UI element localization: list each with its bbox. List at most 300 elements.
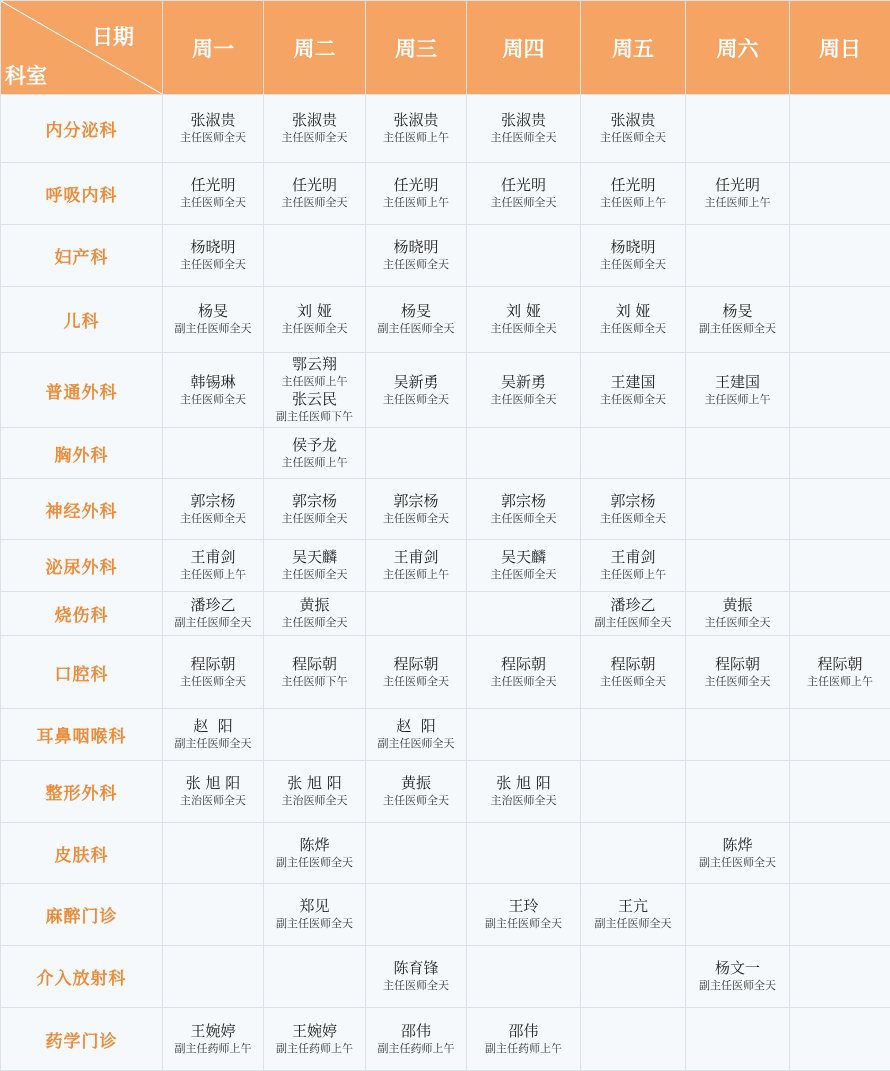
doctor-name: 张淑贵 xyxy=(467,112,580,129)
doctor-entry xyxy=(366,493,466,526)
doctor-name: 陈育锋 xyxy=(366,960,466,977)
doctor-entry xyxy=(366,239,466,272)
schedule-cell xyxy=(581,353,686,428)
doctor-entry xyxy=(467,112,580,145)
doctor-name: 程际朝 xyxy=(790,656,890,673)
schedule-cell xyxy=(264,823,366,884)
doctor-title-shift: 副主任医师全天 xyxy=(264,918,365,931)
schedule-cell xyxy=(366,592,467,636)
doctor-entry xyxy=(467,775,580,808)
doctor-entry xyxy=(366,775,466,808)
schedule-cell xyxy=(467,709,581,761)
doctor-title-shift: 主任医师全天 xyxy=(366,980,466,993)
doctor-entry xyxy=(163,374,263,407)
doctor-entry xyxy=(163,597,263,630)
doctor-title-shift: 主任医师上午 xyxy=(163,569,263,582)
schedule-cell xyxy=(790,428,890,479)
schedule-cell xyxy=(264,95,366,163)
schedule-cell xyxy=(366,353,467,428)
doctor-entry xyxy=(790,656,890,689)
doctor-title-shift: 副主任医师全天 xyxy=(467,918,580,931)
doctor-title-shift: 副主任医师全天 xyxy=(264,857,365,870)
day-header-fri: 周五 xyxy=(581,1,686,95)
schedule-cell xyxy=(686,761,790,823)
doctor-name: 程际朝 xyxy=(581,656,685,673)
doctor-entry xyxy=(581,177,685,210)
schedule-cell xyxy=(467,287,581,353)
schedule-cell xyxy=(467,636,581,709)
doctor-name: 郑见 xyxy=(264,898,365,915)
doctor-entry xyxy=(163,177,263,210)
doctor-name: 张 旭 阳 xyxy=(264,775,365,792)
schedule-cell xyxy=(581,479,686,540)
doctor-name: 杨晓明 xyxy=(163,239,263,256)
doctor-title-shift: 主任医师全天 xyxy=(163,197,263,210)
doctor-entry xyxy=(366,960,466,993)
doctor-title-shift: 主任医师全天 xyxy=(467,132,580,145)
doctor-entry xyxy=(264,549,365,582)
schedule-cell xyxy=(264,761,366,823)
doctor-title-shift: 主治医师全天 xyxy=(163,795,263,808)
department-cell: 儿科 xyxy=(1,287,163,353)
doctor-entry xyxy=(163,718,263,751)
doctor-name: 韩锡琳 xyxy=(163,374,263,391)
doctor-name: 吴新勇 xyxy=(366,374,466,391)
header-row xyxy=(1,1,890,95)
schedule-cell xyxy=(264,592,366,636)
doctor-title-shift: 主任医师下午 xyxy=(264,676,365,689)
schedule-cell xyxy=(163,636,264,709)
department-cell: 整形外科 xyxy=(1,761,163,823)
schedule-cell xyxy=(581,287,686,353)
schedule-cell xyxy=(467,353,581,428)
doctor-name: 黄振 xyxy=(686,597,789,614)
doctor-name: 吴天麟 xyxy=(264,549,365,566)
schedule-cell xyxy=(790,353,890,428)
schedule-cell xyxy=(686,592,790,636)
doctor-entry xyxy=(264,597,365,630)
doctor-name: 吴天麟 xyxy=(467,549,580,566)
doctor-title-shift: 主治医师全天 xyxy=(264,795,365,808)
schedule-cell xyxy=(581,540,686,592)
schedule-cell xyxy=(790,884,890,946)
schedule-cell xyxy=(686,823,790,884)
schedule-cell xyxy=(163,163,264,225)
department-cell: 口腔科 xyxy=(1,636,163,709)
doctor-name: 任光明 xyxy=(581,177,685,194)
schedule-cell xyxy=(581,163,686,225)
doctor-entry xyxy=(581,549,685,582)
doctor-title-shift: 主任医师上午 xyxy=(264,457,365,470)
schedule-cell xyxy=(366,95,467,163)
schedule-cell xyxy=(467,946,581,1008)
schedule-cell xyxy=(686,287,790,353)
doctor-title-shift: 副主任医师全天 xyxy=(366,738,466,751)
schedule-cell xyxy=(581,225,686,287)
table-row xyxy=(1,761,890,823)
doctor-entry xyxy=(581,112,685,145)
schedule-cell xyxy=(790,1008,890,1071)
doctor-entry xyxy=(264,437,365,470)
schedule-cell xyxy=(264,287,366,353)
doctor-title-shift: 主任医师全天 xyxy=(581,513,685,526)
schedule-cell xyxy=(467,540,581,592)
schedule-cell xyxy=(686,540,790,592)
doctor-name: 邵伟 xyxy=(366,1023,466,1040)
schedule-cell xyxy=(790,163,890,225)
doctor-name: 杨晓明 xyxy=(366,239,466,256)
department-cell: 呼吸内科 xyxy=(1,163,163,225)
schedule-cell xyxy=(163,1008,264,1071)
schedule-cell xyxy=(467,163,581,225)
doctor-title-shift: 副主任医师全天 xyxy=(163,617,263,630)
doctor-name: 吴新勇 xyxy=(467,374,580,391)
doctor-entry xyxy=(366,112,466,145)
doctor-title-shift: 副主任医师全天 xyxy=(581,617,685,630)
doctor-name: 杨旻 xyxy=(163,303,263,320)
doctor-name: 王甫剑 xyxy=(163,549,263,566)
table-row xyxy=(1,95,890,163)
doctor-entry xyxy=(686,837,789,870)
doctor-title-shift: 副主任医师全天 xyxy=(366,323,466,336)
department-cell: 药学门诊 xyxy=(1,1008,163,1071)
schedule-body xyxy=(1,95,890,1071)
schedule-cell xyxy=(467,592,581,636)
doctor-title-shift: 主任医师上午 xyxy=(264,376,365,389)
table-row xyxy=(1,479,890,540)
department-cell: 普通外科 xyxy=(1,353,163,428)
doctor-title-shift: 主任医师全天 xyxy=(581,676,685,689)
doctor-title-shift: 主任医师上午 xyxy=(581,569,685,582)
doctor-name: 王亢 xyxy=(581,898,685,915)
schedule-cell xyxy=(163,353,264,428)
schedule-cell xyxy=(790,709,890,761)
schedule-cell xyxy=(581,761,686,823)
doctor-title-shift: 主任医师全天 xyxy=(581,323,685,336)
doctor-entry xyxy=(366,718,466,751)
department-cell: 内分泌科 xyxy=(1,95,163,163)
doctor-name: 杨旻 xyxy=(686,303,789,320)
schedule-cell xyxy=(264,163,366,225)
doctor-entry xyxy=(264,656,365,689)
doctor-name: 程际朝 xyxy=(163,656,263,673)
doctor-entry xyxy=(686,177,789,210)
schedule-cell xyxy=(686,709,790,761)
doctor-name: 鄂云翔 xyxy=(264,356,365,373)
doctor-name: 潘珍乙 xyxy=(163,597,263,614)
doctor-entry xyxy=(581,597,685,630)
table-row xyxy=(1,225,890,287)
table-row xyxy=(1,636,890,709)
doctor-entry xyxy=(686,597,789,630)
doctor-name: 杨旻 xyxy=(366,303,466,320)
doctor-entry xyxy=(467,303,580,336)
doctor-title-shift: 主任医师上午 xyxy=(790,676,890,689)
schedule-cell xyxy=(790,823,890,884)
doctor-name: 王建国 xyxy=(686,374,789,391)
schedule-cell xyxy=(163,225,264,287)
doctor-title-shift: 主任医师全天 xyxy=(366,259,466,272)
doctor-title-shift: 主任医师上午 xyxy=(686,394,789,407)
day-header-sun: 周日 xyxy=(790,1,890,95)
schedule-cell xyxy=(790,479,890,540)
schedule-cell xyxy=(581,709,686,761)
schedule-cell xyxy=(686,225,790,287)
doctor-name: 陈烨 xyxy=(264,837,365,854)
schedule-cell xyxy=(581,592,686,636)
doctor-entry xyxy=(264,775,365,808)
doctor-name: 黄振 xyxy=(264,597,365,614)
schedule-cell xyxy=(686,353,790,428)
schedule-cell xyxy=(366,946,467,1008)
doctor-entry xyxy=(264,837,365,870)
schedule-cell xyxy=(264,540,366,592)
doctor-name: 张淑贵 xyxy=(163,112,263,129)
doctor-entry xyxy=(467,898,580,931)
department-cell: 烧伤科 xyxy=(1,592,163,636)
doctor-entry xyxy=(581,303,685,336)
doctor-name: 赵 阳 xyxy=(163,718,263,735)
doctor-entry xyxy=(581,239,685,272)
schedule-cell xyxy=(366,287,467,353)
doctor-entry xyxy=(366,177,466,210)
doctor-name: 程际朝 xyxy=(264,656,365,673)
doctor-name: 刘 娅 xyxy=(264,303,365,320)
doctor-entry xyxy=(264,1023,365,1056)
schedule-cell xyxy=(366,225,467,287)
schedule-cell xyxy=(366,479,467,540)
date-axis-label: 日期 xyxy=(92,21,134,51)
schedule-cell xyxy=(790,592,890,636)
schedule-cell xyxy=(366,709,467,761)
doctor-name: 程际朝 xyxy=(467,656,580,673)
schedule-cell xyxy=(686,95,790,163)
doctor-entry xyxy=(163,493,263,526)
doctor-name: 邵伟 xyxy=(467,1023,580,1040)
schedule-cell xyxy=(790,95,890,163)
department-cell: 耳鼻咽喉科 xyxy=(1,709,163,761)
doctor-title-shift: 主任医师全天 xyxy=(264,513,365,526)
schedule-cell xyxy=(581,1008,686,1071)
schedule-cell xyxy=(366,761,467,823)
doctor-entry xyxy=(467,493,580,526)
schedule-cell xyxy=(686,1008,790,1071)
doctor-title-shift: 副主任药师上午 xyxy=(163,1043,263,1056)
doctor-name: 刘 娅 xyxy=(581,303,685,320)
doctor-title-shift: 主任医师全天 xyxy=(467,323,580,336)
day-header-thu: 周四 xyxy=(467,1,581,95)
table-row xyxy=(1,353,890,428)
doctor-entry xyxy=(163,549,263,582)
doctor-entry xyxy=(366,1023,466,1056)
department-cell: 神经外科 xyxy=(1,479,163,540)
department-axis-label: 科室 xyxy=(5,60,47,90)
schedule-cell xyxy=(581,823,686,884)
doctor-entry xyxy=(581,374,685,407)
doctor-name: 任光明 xyxy=(264,177,365,194)
doctor-title-shift: 主任医师全天 xyxy=(467,513,580,526)
schedule-cell xyxy=(163,540,264,592)
schedule-cell xyxy=(163,428,264,479)
schedule-cell xyxy=(686,636,790,709)
doctor-title-shift: 副主任医师全天 xyxy=(686,980,789,993)
doctor-title-shift: 主任医师全天 xyxy=(264,197,365,210)
doctor-name: 张淑贵 xyxy=(581,112,685,129)
doctor-title-shift: 主任医师全天 xyxy=(581,132,685,145)
doctor-entry xyxy=(467,1023,580,1056)
schedule-cell xyxy=(366,163,467,225)
doctor-name: 王建国 xyxy=(581,374,685,391)
schedule-cell xyxy=(790,946,890,1008)
doctor-entry xyxy=(264,391,365,424)
schedule-cell xyxy=(163,884,264,946)
doctor-title-shift: 主任医师全天 xyxy=(264,132,365,145)
schedule-cell xyxy=(163,946,264,1008)
schedule-cell xyxy=(581,428,686,479)
doctor-entry xyxy=(366,549,466,582)
schedule-cell xyxy=(264,225,366,287)
doctor-title-shift: 主任医师全天 xyxy=(366,513,466,526)
doctor-name: 郭宗杨 xyxy=(366,493,466,510)
schedule-cell xyxy=(686,163,790,225)
schedule-cell xyxy=(163,592,264,636)
doctor-name: 王甫剑 xyxy=(366,549,466,566)
doctor-title-shift: 副主任药师上午 xyxy=(366,1043,466,1056)
schedule-cell xyxy=(467,428,581,479)
schedule-cell xyxy=(467,823,581,884)
doctor-title-shift: 副主任药师上午 xyxy=(467,1043,580,1056)
table-row xyxy=(1,709,890,761)
department-cell: 胸外科 xyxy=(1,428,163,479)
schedule-cell xyxy=(581,884,686,946)
department-cell: 妇产科 xyxy=(1,225,163,287)
doctor-name: 张云民 xyxy=(264,391,365,408)
schedule-cell xyxy=(264,428,366,479)
doctor-title-shift: 主任医师全天 xyxy=(366,394,466,407)
schedule-cell xyxy=(581,95,686,163)
doctor-title-shift: 主任医师全天 xyxy=(366,676,466,689)
doctor-title-shift: 主任医师上午 xyxy=(366,569,466,582)
doctor-name: 杨文一 xyxy=(686,960,789,977)
doctor-title-shift: 副主任医师全天 xyxy=(581,918,685,931)
doctor-title-shift: 主任医师全天 xyxy=(264,569,365,582)
schedule-cell xyxy=(366,428,467,479)
doctor-entry xyxy=(163,239,263,272)
doctor-name: 王婉婷 xyxy=(163,1023,263,1040)
day-header-sat: 周六 xyxy=(686,1,790,95)
doctor-entry xyxy=(686,960,789,993)
doctor-entry xyxy=(163,656,263,689)
table-row xyxy=(1,540,890,592)
doctor-name: 黄振 xyxy=(366,775,466,792)
doctor-title-shift: 副主任医师全天 xyxy=(686,323,789,336)
doctor-title-shift: 副主任医师全天 xyxy=(163,738,263,751)
doctor-entry xyxy=(467,549,580,582)
schedule-cell xyxy=(467,761,581,823)
schedule-cell xyxy=(163,95,264,163)
doctor-title-shift: 主任医师全天 xyxy=(686,676,789,689)
schedule-cell xyxy=(366,540,467,592)
schedule-cell xyxy=(264,709,366,761)
doctor-title-shift: 主任医师全天 xyxy=(163,394,263,407)
doctor-name: 任光明 xyxy=(467,177,580,194)
doctor-entry xyxy=(163,303,263,336)
schedule-cell xyxy=(264,636,366,709)
doctor-name: 郭宗杨 xyxy=(163,493,263,510)
doctor-entry xyxy=(163,112,263,145)
schedule-cell xyxy=(686,946,790,1008)
schedule-cell xyxy=(264,946,366,1008)
schedule-cell xyxy=(264,1008,366,1071)
schedule-cell xyxy=(686,884,790,946)
doctor-title-shift: 副主任医师全天 xyxy=(686,857,789,870)
doctor-name: 任光明 xyxy=(366,177,466,194)
table-row xyxy=(1,163,890,225)
doctor-name: 王甫剑 xyxy=(581,549,685,566)
doctor-name: 郭宗杨 xyxy=(264,493,365,510)
schedule-cell xyxy=(366,1008,467,1071)
doctor-entry xyxy=(467,374,580,407)
doctor-title-shift: 主任医师上午 xyxy=(686,197,789,210)
doctor-entry xyxy=(264,898,365,931)
doctor-name: 郭宗杨 xyxy=(581,493,685,510)
doctor-entry xyxy=(686,656,789,689)
doctor-name: 杨晓明 xyxy=(581,239,685,256)
doctor-entry xyxy=(467,177,580,210)
schedule-cell xyxy=(467,884,581,946)
doctor-title-shift: 主任医师全天 xyxy=(163,132,263,145)
table-row xyxy=(1,884,890,946)
doctor-title-shift: 主任医师全天 xyxy=(467,197,580,210)
doctor-name: 赵 阳 xyxy=(366,718,466,735)
schedule-cell xyxy=(581,636,686,709)
doctor-name: 陈烨 xyxy=(686,837,789,854)
doctor-name: 程际朝 xyxy=(366,656,466,673)
doctor-entry xyxy=(686,374,789,407)
schedule-cell xyxy=(163,287,264,353)
doctor-title-shift: 副主任药师上午 xyxy=(264,1043,365,1056)
schedule-cell xyxy=(790,761,890,823)
doctor-title-shift: 主任医师全天 xyxy=(163,513,263,526)
department-cell: 泌尿外科 xyxy=(1,540,163,592)
table-row xyxy=(1,823,890,884)
schedule-cell xyxy=(790,540,890,592)
doctor-title-shift: 主治医师全天 xyxy=(467,795,580,808)
schedule-cell xyxy=(366,636,467,709)
doctor-entry xyxy=(467,656,580,689)
doctor-title-shift: 主任医师上午 xyxy=(366,132,466,145)
doctor-name: 程际朝 xyxy=(686,656,789,673)
doctor-title-shift: 副主任医师全天 xyxy=(163,323,263,336)
doctor-name: 张 旭 阳 xyxy=(163,775,263,792)
schedule-cell xyxy=(467,225,581,287)
doctor-name: 任光明 xyxy=(686,177,789,194)
doctor-entry xyxy=(163,1023,263,1056)
department-cell: 皮肤科 xyxy=(1,823,163,884)
doctor-name: 张 旭 阳 xyxy=(467,775,580,792)
schedule-cell xyxy=(366,823,467,884)
schedule-cell xyxy=(790,225,890,287)
schedule-cell xyxy=(264,884,366,946)
schedule-cell xyxy=(790,636,890,709)
doctor-title-shift: 主任医师全天 xyxy=(686,617,789,630)
doctor-name: 侯予龙 xyxy=(264,437,365,454)
doctor-name: 张淑贵 xyxy=(366,112,466,129)
schedule-cell xyxy=(264,353,366,428)
doctor-title-shift: 主任医师上午 xyxy=(366,197,466,210)
doctor-entry xyxy=(581,493,685,526)
schedule-cell xyxy=(163,823,264,884)
